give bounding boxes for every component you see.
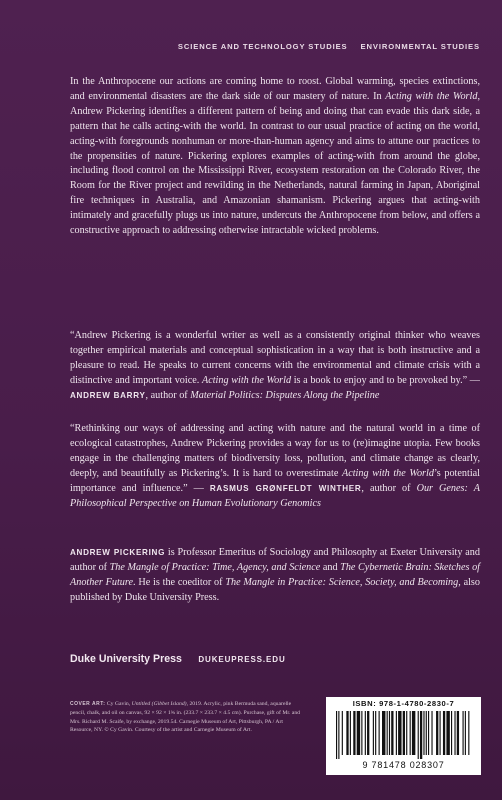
barcode-bar xyxy=(373,711,374,755)
barcode-bar xyxy=(463,711,464,755)
barcode-bar xyxy=(406,711,407,755)
quote-book-title: Acting with the World xyxy=(341,467,434,479)
quote-author: ANDREW BARRY xyxy=(70,390,146,400)
quote-text-cont: is a book to enjoy and to be provoked by.” xyxy=(291,374,468,386)
barcode-bar xyxy=(412,711,415,755)
barcode-bar xyxy=(350,711,351,755)
barcode-bar xyxy=(410,711,411,755)
publisher-line xyxy=(70,649,286,667)
quote-text-cont: ’s potential importance and influence.” xyxy=(70,467,481,494)
category-sts: SCIENCE AND TECHNOLOGY STUDIES xyxy=(177,42,348,51)
bio-book-2: The Cybernetic Brain: Sketches of Another Future xyxy=(70,561,480,588)
barcode-bar xyxy=(426,711,427,755)
category-environmental: ENVIRONMENTAL STUDIES xyxy=(360,42,480,51)
subject-categories xyxy=(178,42,480,51)
bio-text: . He is the coeditor of xyxy=(132,576,226,588)
bio-text: and xyxy=(320,561,341,573)
barcode-bar xyxy=(423,711,424,755)
barcode-bar xyxy=(468,711,469,755)
publisher-url[interactable]: DUKEUPRESS.EDU xyxy=(198,655,286,664)
quote-text: “Rethinking our ways of addressing and acting with nature and the natural world in a time of ecological catastrophes, Andrew Pickering provides a way for us to (re)imagine utopia. Few books engage in the challenging matters of biodiversity loss, pollution, and climate change as clearly, deeply, and beautifully as Pickering’s. It is hard to overestimate xyxy=(70,423,480,479)
book-description xyxy=(70,75,480,239)
barcode-bar xyxy=(361,711,362,755)
quote-book-title: Acting with the World xyxy=(201,374,292,386)
quote-text: “Andrew Pickering is a wonderful writer as well as a consistently original thinker who weaves together empirical materials and conceptual sophistication in a way that is both instructive and a pleasure to read. He speaks to current concerns with the environmental and climate crisis with a distinctive and important voice. xyxy=(70,330,480,386)
quote-author-of: , author of xyxy=(361,482,417,494)
barcode-bar xyxy=(418,711,419,759)
quote-dash: — xyxy=(467,374,480,386)
description-book-title: Acting with the World xyxy=(385,90,478,102)
barcode-bar xyxy=(431,711,432,755)
barcode-bar xyxy=(436,711,438,755)
barcode-bar xyxy=(336,711,337,759)
barcode-icon xyxy=(334,711,473,759)
barcode-bar xyxy=(451,711,452,755)
barcode-bar xyxy=(357,711,360,755)
barcode-bar xyxy=(420,711,422,759)
bio-text: is Professor Emeritus of Sociology and Philosophy at Exeter University and author of xyxy=(70,547,480,573)
author-bio xyxy=(70,546,480,606)
description-text-cont: , Andrew Pickering identifies a different pattern of being and doing that can evade this dark side, a pattern that he calls acting-with the world. In contrast to our usual practice of acting on the world, acting-with foregrounds nonhuman or more-than-human agency and aims to attune our practices to the propensities of nature. Pickering explores examples of acting-with from around the globe, including flood control on the Mississippi River, ecosystem restoration on the Colorado River, the Room for the River project and rewilding in the Netherlands, natural farming in Japan, Aboriginal fire techniques in Australia, and Amazonian shamanism. Pickering argues that acting-with intimately and gracefully plugs us into nature, undercuts the Anthropocene from below, and offers a constructive approach to addressing otherwise intractable wicked problems. xyxy=(70,90,480,237)
bio-book-1: The Mangle of Practice: Time, Agency, and Science xyxy=(109,561,321,573)
quote-author-of: , author of xyxy=(145,389,191,401)
barcode-bar xyxy=(338,711,339,759)
barcode-bar xyxy=(379,711,380,755)
barcode-bar xyxy=(443,711,445,755)
barcode-bar xyxy=(440,711,441,755)
barcode-bar xyxy=(398,711,401,755)
barcode-panel xyxy=(326,697,481,775)
barcode-bar xyxy=(382,711,385,755)
quote-author-book: Material Politics: Disputes Along the Pipeline xyxy=(190,389,380,401)
isbn-label: ISBN: 978-1-4780-2830-7 xyxy=(352,699,455,708)
barcode-bar xyxy=(391,711,393,755)
quote-dash: — xyxy=(187,482,210,494)
credit-text-cont: , 2019. Acrylic, pink Bermuda sand, aquarelle pencil, chalk, and oil on canvas, 92 × 92 × 1¾ in. (233.7 × 233.7 × 4.5 cm). Purchase, gift of Mr. and Mrs. Richard M. Scaife, by exchange, 2019.54. Carnegie Museum of Art, Pittsburgh, PA / Art Resource, NY. © Cy Gavin. Courtesy of the artist and Carnegie Museum of Art. xyxy=(70,701,301,734)
barcode-bar xyxy=(342,711,343,755)
cover-art-credit xyxy=(70,700,306,735)
quote-author-book: Our Genes: A Philosophical Perspective on Human Evolutionary Genomics xyxy=(70,482,480,509)
credit-label: COVER ART: xyxy=(70,701,106,707)
barcode-bar xyxy=(403,711,405,755)
endorsement-barry xyxy=(70,329,480,404)
barcode-bar xyxy=(346,711,348,755)
barcode-bar xyxy=(454,711,455,755)
barcode-bar xyxy=(389,711,390,755)
barcode-number: 9 781478 028307 xyxy=(362,760,445,770)
endorsement-winther xyxy=(70,422,480,511)
barcode-bar xyxy=(457,711,459,755)
bio-text: , also published by Duke University Press. xyxy=(70,576,480,603)
bio-book-3: The Mangle in Practice: Science, Society, and Becoming xyxy=(225,576,459,588)
barcode-bar xyxy=(396,711,397,755)
barcode-bar xyxy=(446,711,449,755)
barcode-bar xyxy=(428,711,429,755)
description-text: In the Anthropocene our actions are coming home to roost. Global warming, species extinctions, and environmental disasters are the dark side of our mastery of nature. In xyxy=(70,76,480,102)
barcode-bar xyxy=(353,711,355,755)
credit-artwork-title: Untitled (Gibbet Island) xyxy=(131,701,187,707)
barcode-bar xyxy=(375,711,376,755)
barcode-bar xyxy=(465,711,466,755)
barcode-bar xyxy=(365,711,366,755)
credit-text: Cy Gavin, xyxy=(105,701,132,707)
barcode-bar xyxy=(367,711,369,755)
barcode-bar xyxy=(387,711,388,755)
quote-author: RASMUS GRØNFELDT WINTHER xyxy=(209,483,362,493)
publisher-name: Duke University Press xyxy=(70,653,182,665)
author-name: ANDREW PICKERING xyxy=(70,548,166,557)
